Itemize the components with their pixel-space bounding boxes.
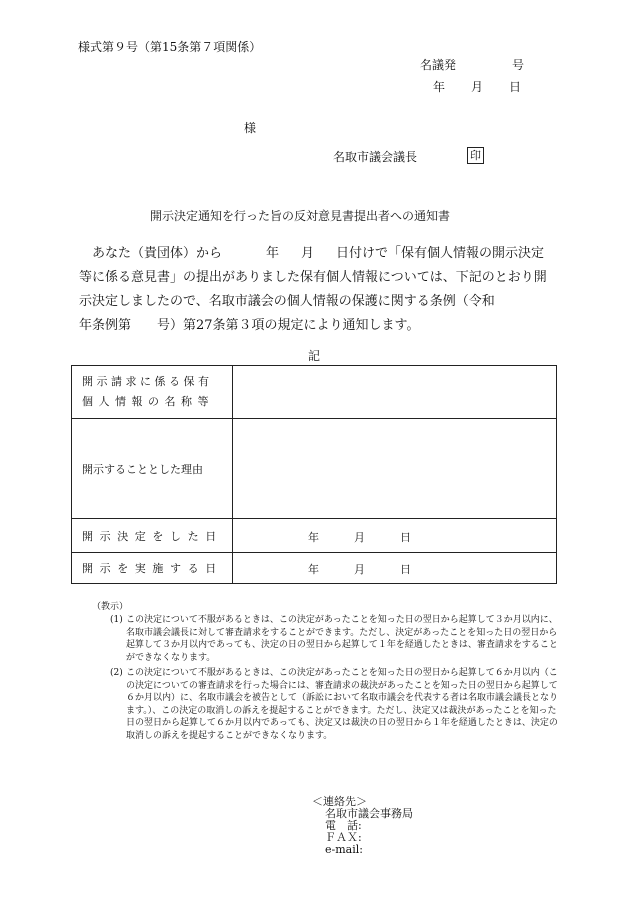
sender-name: 名取市議会議長 xyxy=(333,150,418,164)
table-row xyxy=(72,553,557,584)
table-label-cell xyxy=(72,419,233,519)
row4-label: 開示を実施する日 xyxy=(82,562,223,575)
row1-label-line1: 開示請求に係る保有 xyxy=(82,375,213,388)
disclosure-table xyxy=(71,365,557,584)
note1-number: (1) xyxy=(110,615,123,625)
body-part3: 年条例第 xyxy=(79,318,132,333)
form-number: 様式第９号（第15条第７項関係） xyxy=(78,40,262,54)
body-part4: 号）第27条第３項の規定により通知します。 xyxy=(157,318,420,333)
note-item-1 xyxy=(110,614,558,664)
date-day: 日 xyxy=(509,80,522,94)
table-value-cell xyxy=(233,366,557,419)
contact-email: e-mail: xyxy=(325,843,363,856)
date-month: 月 xyxy=(471,80,484,94)
seal-box: 印 xyxy=(467,147,484,164)
table-label-cell xyxy=(72,553,233,584)
row4-day: 日 xyxy=(400,563,411,576)
row4-month: 月 xyxy=(354,563,365,576)
contact-block xyxy=(312,796,413,856)
body-part2: 日付けで「保有個人情報の開示決定等に係る意見書」の提出がありました保有個人情報については、下記のとおり開示決定しましたので、名取市議会の個人情報の保護に関する条例（令和 xyxy=(79,246,547,309)
note2-text: この決定について不服があるときは、この決定があったことを知った日の翌日から起算して６か月以内（この決定についての審査請求を行った場合には、審査請求の裁決があったことを知った日の翌日から起算して６か月以内）に、名取市議会を被告として（訴訟において名取市議会を代表する者は名取市議会議長となります。）、この決定の取消しの訴えを提起することができます。ただし、決定又は裁決があったことを知った日の翌日から起算して６か月以内であっても、決定又は裁決の日の翌日から１年を経過したときは、決定の取消しの訴えを提起することができなくなります。 xyxy=(126,668,559,741)
table-label-cell xyxy=(72,366,233,419)
row1-label-line2: 個人情報の名称等 xyxy=(82,395,214,408)
table-row xyxy=(72,419,557,519)
table-value-cell xyxy=(233,553,557,584)
contact-heading: ＜連絡先＞ xyxy=(312,795,367,808)
table-value-cell xyxy=(233,519,557,553)
issue-prefix: 名議発 xyxy=(420,58,457,72)
body-paragraph xyxy=(79,242,557,338)
row3-day: 日 xyxy=(400,530,411,544)
issue-number-line xyxy=(420,56,524,73)
row3-month: 月 xyxy=(354,530,365,544)
issue-suffix: 号 xyxy=(512,58,525,72)
addressee-suffix: 様 xyxy=(244,121,257,135)
table-row xyxy=(72,366,557,419)
table-value-cell xyxy=(233,419,557,519)
row3-year: 年 xyxy=(308,530,319,544)
body-year: 年 xyxy=(266,246,280,261)
note-item-2 xyxy=(110,667,558,742)
row3-label: 開示決定をした日 xyxy=(82,529,223,543)
note1-text: この決定について不服があるときは、この決定があったことを知った日の翌日から起算して３か月以内に、名取市議会議長に対して審査請求をすることができます。ただし、決定があったことを知った日の翌日から起算して３か月以内であっても、決定の日の翌日から起算して１年を経過したときは、審査請求をすることができなくなります。 xyxy=(126,615,558,663)
row2-label: 開示することとした理由 xyxy=(82,462,203,476)
document-title: 開示決定通知を行った旨の反対意見書提出者への通知書 xyxy=(150,209,451,223)
contact-office: 名取市議会事務局 xyxy=(325,807,413,820)
table-label-cell xyxy=(72,519,233,553)
date-year: 年 xyxy=(433,80,446,94)
contact-phone: 電 話: xyxy=(325,819,362,832)
row4-year: 年 xyxy=(308,563,319,576)
body-month: 月 xyxy=(301,246,315,261)
issue-date-line xyxy=(433,78,521,95)
contact-fax: ＦＡＸ: xyxy=(325,831,362,844)
notes-heading: （教示） xyxy=(92,602,129,612)
ki-heading: 記 xyxy=(308,349,321,363)
table-row xyxy=(72,519,557,553)
note2-number: (2) xyxy=(110,668,123,678)
body-part1: あなた（貴団体）から xyxy=(92,246,223,261)
